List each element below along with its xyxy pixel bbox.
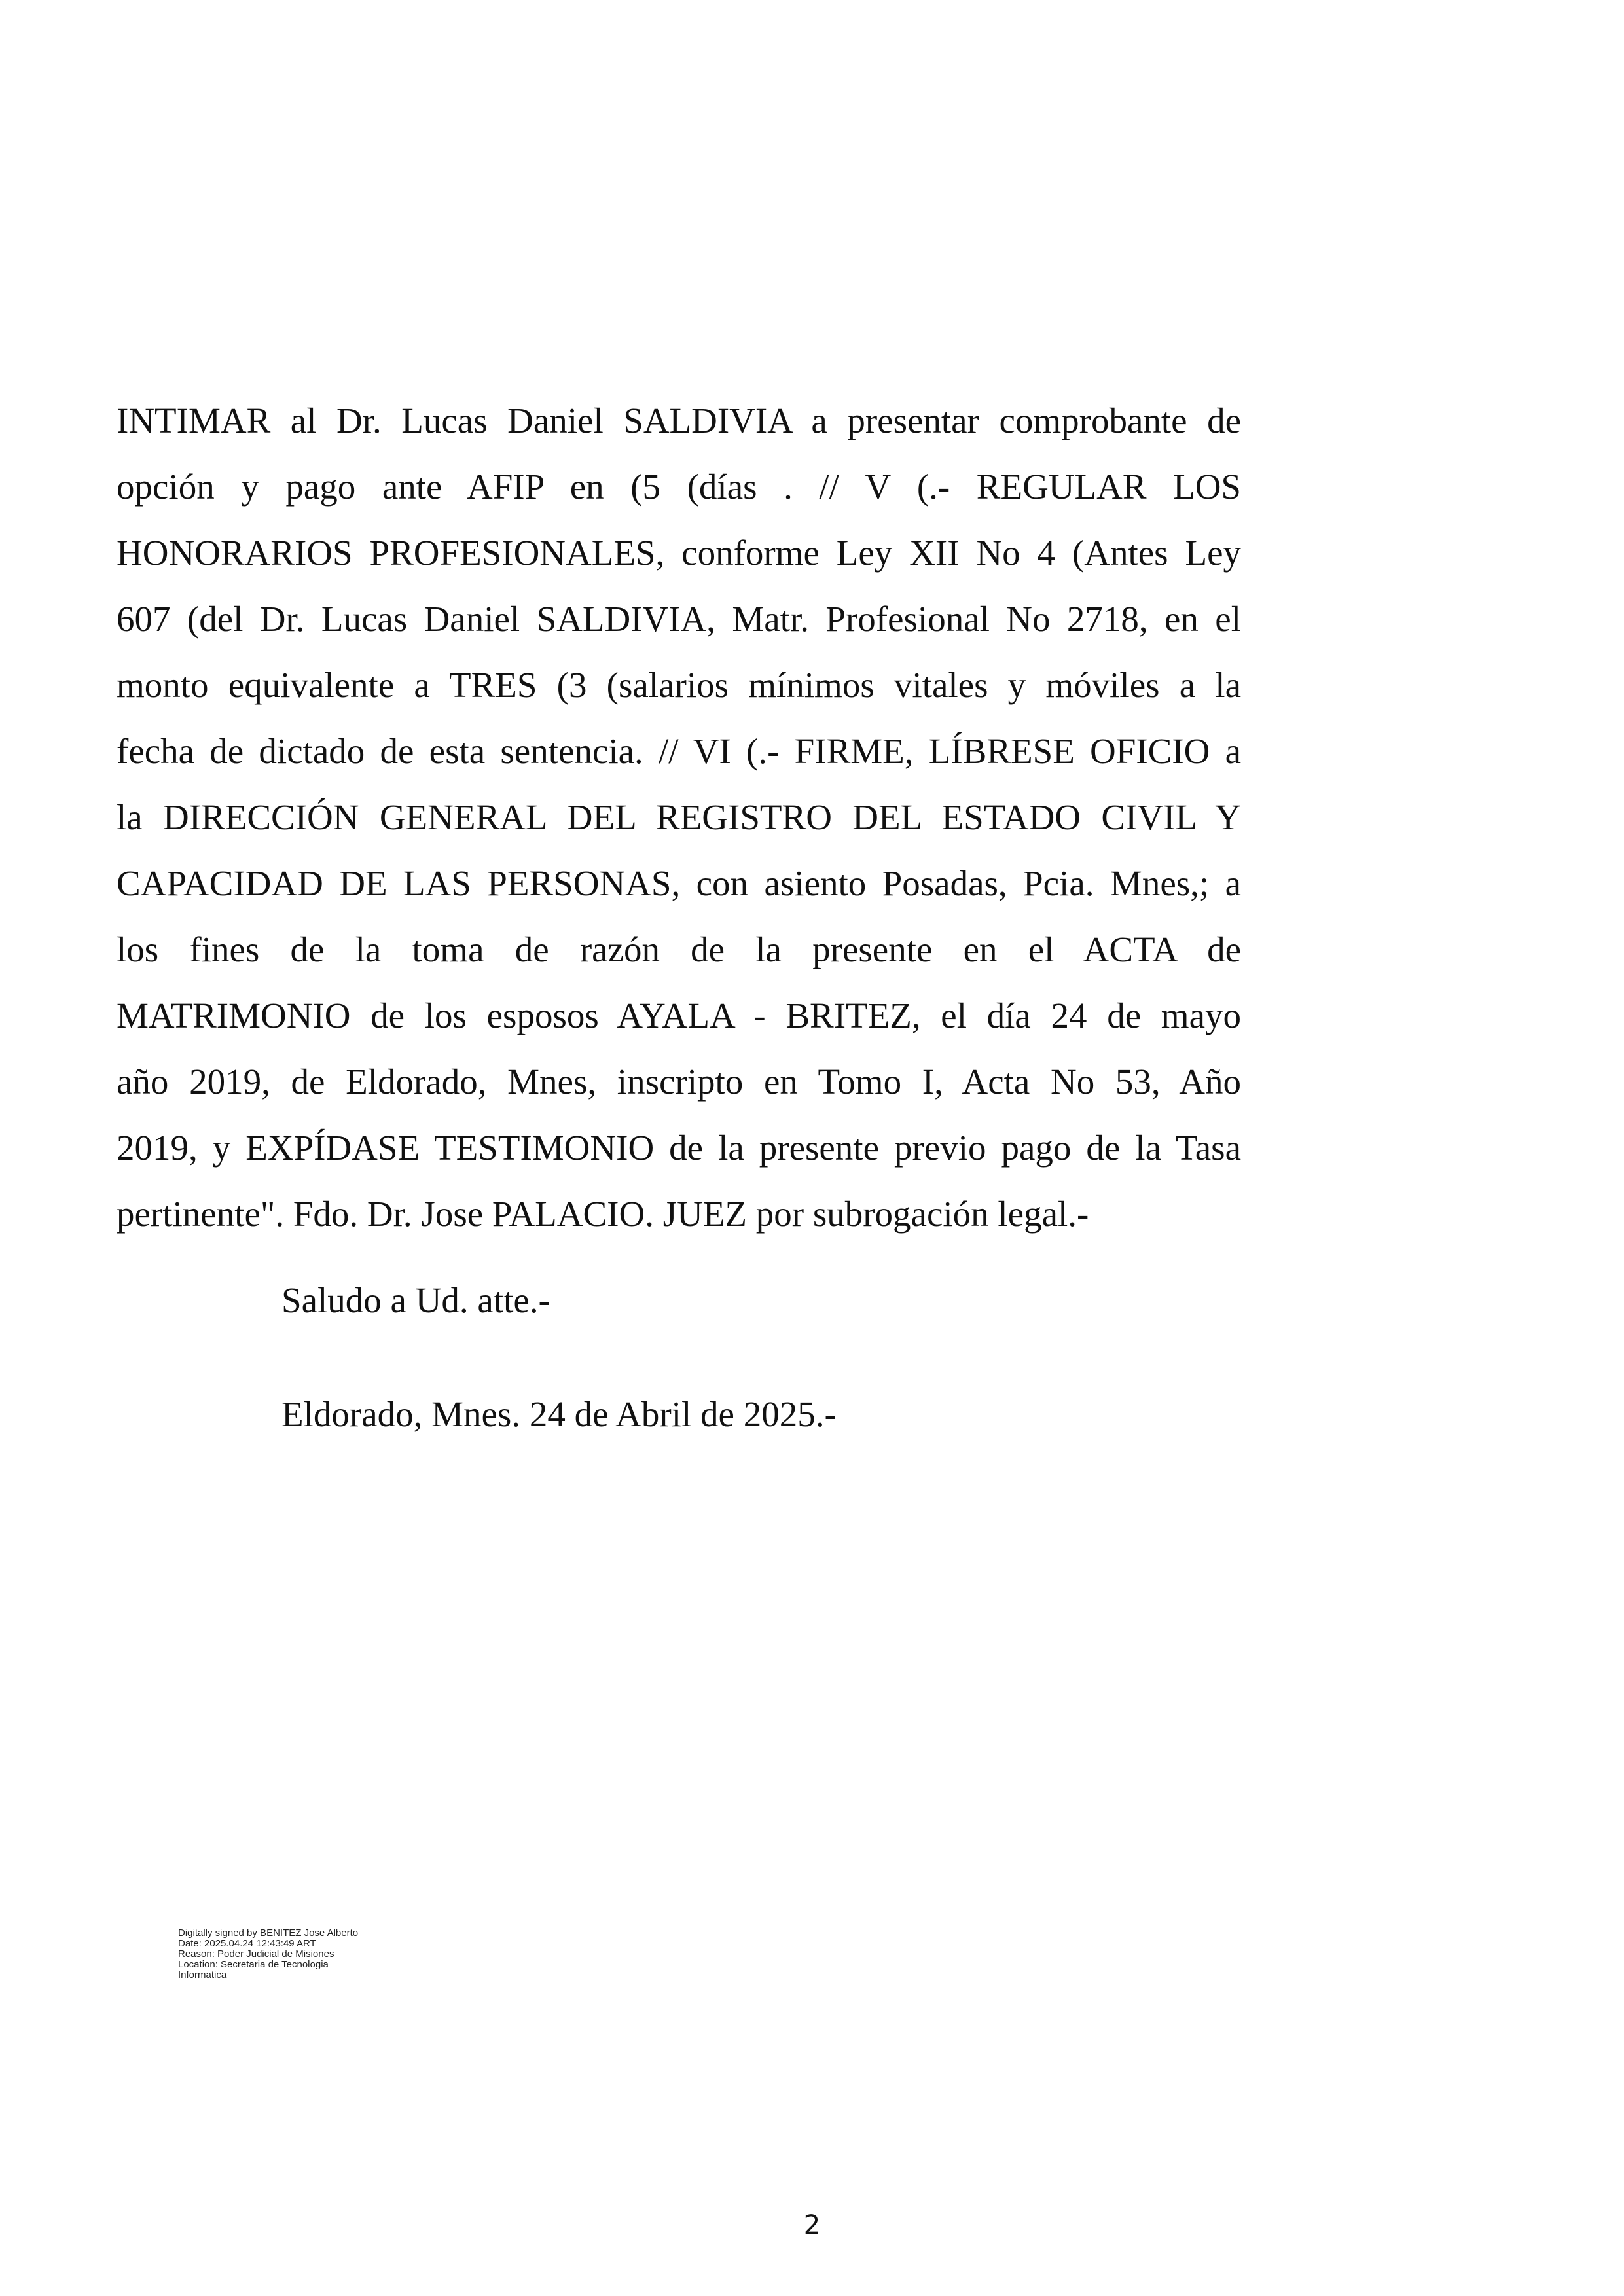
body-line: opción y pago ante AFIP en (5 (días . // V (.- REGULAR LOS: [117, 467, 1241, 507]
salutation: Saludo a Ud. atte.-: [281, 1280, 550, 1320]
body-line: pertinente". Fdo. Dr. Jose PALACIO. JUEZ por subrogación legal.-: [117, 1194, 1089, 1234]
body-line: 2019, y EXPÍDASE TESTIMONIO de la presente previo pago de la Tasa: [117, 1128, 1241, 1168]
digital-signature-stamp: [178, 1928, 358, 1981]
body-line: 607 (del Dr. Lucas Daniel SALDIVIA, Matr. Profesional No 2718, en el: [117, 599, 1241, 639]
body-line: HONORARIOS PROFESIONALES, conforme Ley XII No 4 (Antes Ley: [117, 533, 1241, 573]
body-paragraph: [117, 387, 1241, 1247]
body-line: año 2019, de Eldorado, Mnes, inscripto en Tomo I, Acta No 53, Año: [117, 1062, 1241, 1102]
body-line: INTIMAR al Dr. Lucas Daniel SALDIVIA a presentar comprobante de: [117, 401, 1241, 440]
body-line: la DIRECCIÓN GENERAL DEL REGISTRO DEL ESTADO CIVIL Y: [117, 797, 1241, 837]
place-date: Eldorado, Mnes. 24 de Abril de 2025.-: [281, 1394, 837, 1434]
signature-location-cont: Informatica: [178, 1969, 227, 1981]
body-line: CAPACIDAD DE LAS PERSONAS, con asiento Posadas, Pcia. Mnes,; a: [117, 863, 1241, 903]
body-line: los fines de la toma de razón de la presente en el ACTA de: [117, 929, 1241, 969]
body-line: monto equivalente a TRES (3 (salarios mínimos vitales y móviles a la: [117, 665, 1241, 705]
body-line: MATRIMONIO de los esposos AYALA - BRITEZ, el día 24 de mayo: [117, 996, 1241, 1035]
signature-date: Date: 2025.04.24 12:43:49 ART: [178, 1938, 316, 1949]
signature-reason: Reason: Poder Judicial de Misiones: [178, 1948, 334, 1960]
signature-location: Location: Secretaria de Tecnologia: [178, 1959, 329, 1970]
body-line: fecha de dictado de esta sentencia. // VI (.- FIRME, LÍBRESE OFICIO a: [117, 731, 1241, 771]
page-number: 2: [803, 2210, 821, 2240]
signature-signed-by: Digitally signed by BENITEZ Jose Alberto: [178, 1928, 359, 1939]
